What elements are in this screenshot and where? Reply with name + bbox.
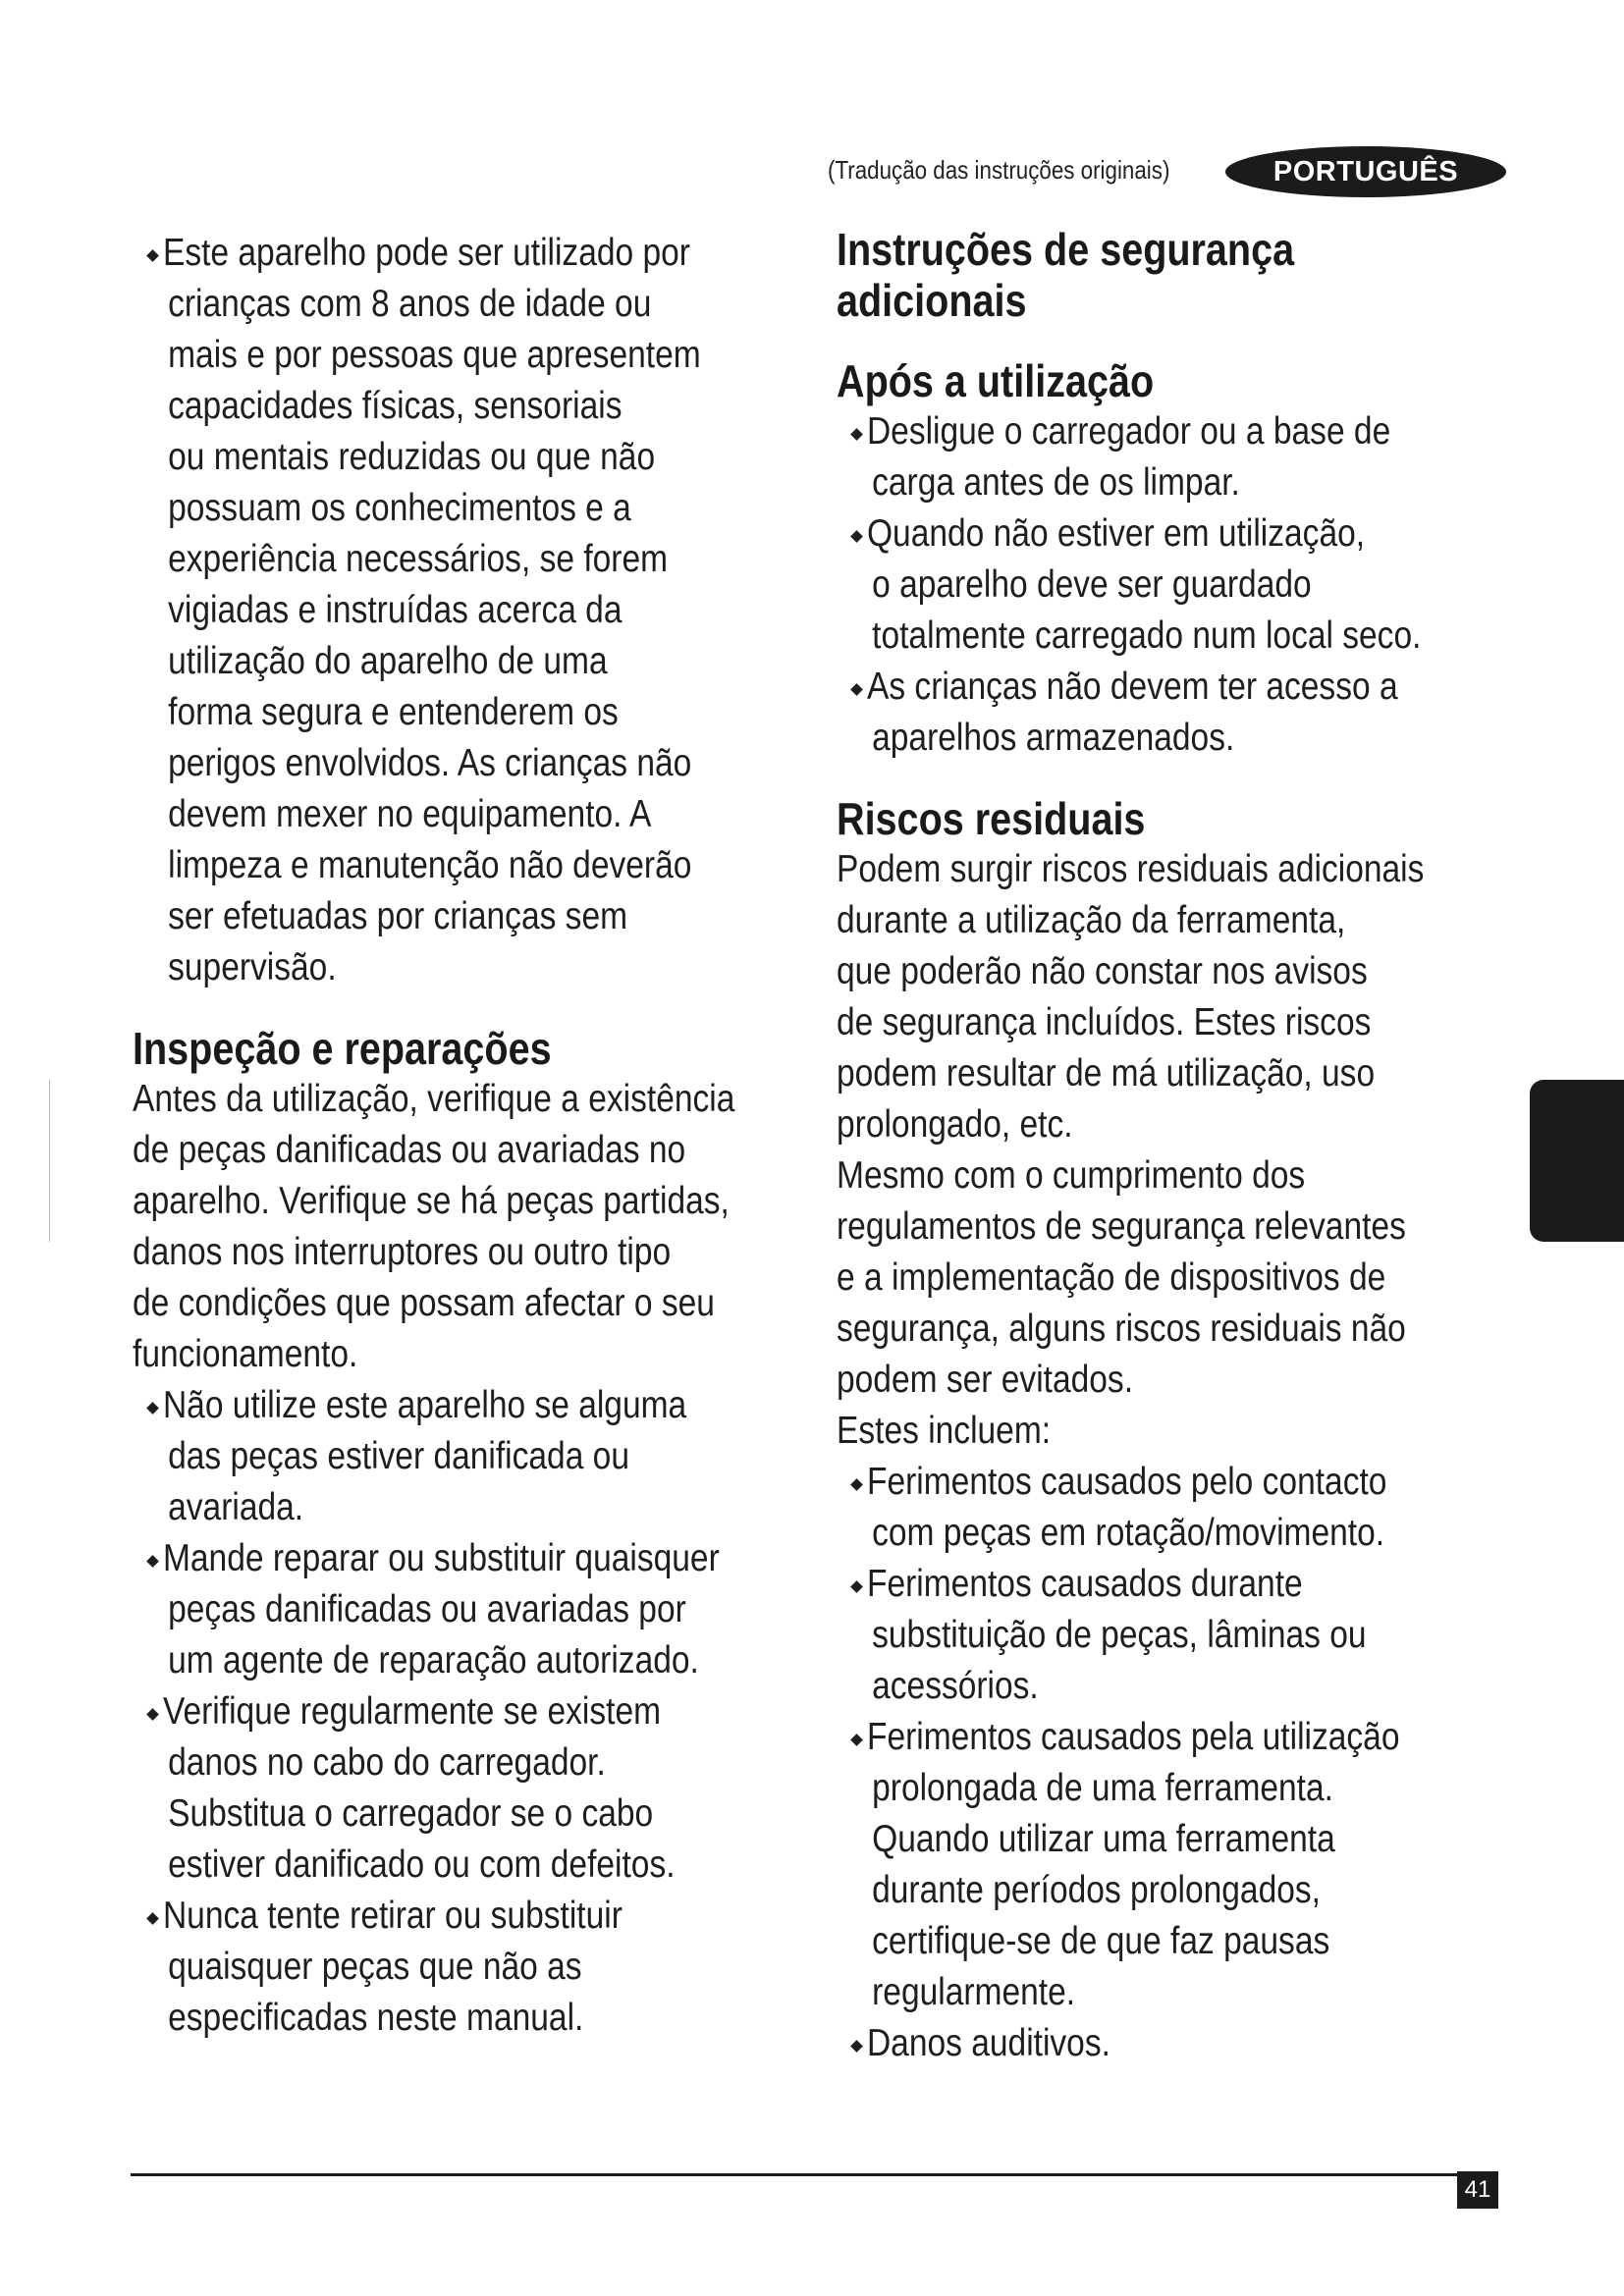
text-line: Ferimentos causados pelo contacto bbox=[866, 1461, 1387, 1503]
text-line: de condições que possam afectar o seu bbox=[133, 1282, 715, 1324]
text-line: Desligue o carregador ou a base de bbox=[866, 410, 1391, 453]
text-line: durante a utilização da ferramenta, bbox=[837, 899, 1346, 941]
text-line: limpeza e manutenção não deverão bbox=[168, 844, 692, 886]
after-use-heading: Após a utilização bbox=[837, 355, 1155, 406]
text-line: Estes incluem: bbox=[837, 1410, 1052, 1452]
text-line: segurança, alguns riscos residuais não bbox=[837, 1308, 1406, 1350]
text-line: durante períodos prolongados, bbox=[872, 1869, 1321, 1911]
list-item bbox=[133, 1380, 820, 1533]
page-title bbox=[837, 224, 1504, 326]
text-line: Substitua o carregador se o cabo bbox=[168, 1792, 654, 1835]
list-item bbox=[837, 406, 1504, 508]
residual-risks-heading: Riscos residuais bbox=[837, 793, 1146, 844]
list-item bbox=[133, 228, 820, 993]
text-line: Quando utilizar uma ferramenta bbox=[872, 1818, 1335, 1860]
text-line: Mande reparar ou substituir quaisquer bbox=[162, 1537, 720, 1579]
text-line: Este aparelho pode ser utilizado por bbox=[162, 232, 690, 274]
text-line: regulamentos de segurança relevantes bbox=[837, 1205, 1406, 1248]
footer-rule bbox=[131, 2173, 1458, 2176]
list-item bbox=[133, 1686, 820, 1891]
section-tab-marker bbox=[1530, 1080, 1624, 1242]
text-line: estiver danificado ou com defeitos. bbox=[168, 1843, 676, 1886]
list-item bbox=[837, 508, 1504, 662]
list-item bbox=[837, 1457, 1504, 1559]
text-line: experiência necessários, se forem bbox=[168, 538, 669, 580]
text-line: forma segura e entenderem os bbox=[168, 691, 619, 733]
list-item bbox=[837, 2018, 1504, 2069]
text-line: ser efetuadas por crianças sem bbox=[168, 895, 628, 937]
text-line: Danos auditivos. bbox=[866, 2022, 1110, 2064]
text-line: que poderão não constar nos avisos bbox=[837, 950, 1368, 992]
text-line: podem ser evitados. bbox=[837, 1359, 1134, 1401]
text-line: crianças com 8 anos de idade ou bbox=[168, 283, 652, 325]
right-column bbox=[837, 224, 1504, 2069]
residual-risks-intro bbox=[837, 1406, 1504, 1457]
text-line: das peças estiver danificada ou bbox=[168, 1435, 629, 1477]
text-line: utilização do aparelho de uma bbox=[168, 640, 608, 682]
text-line: As crianças não devem ter acesso a bbox=[866, 666, 1398, 708]
text-line: prolongado, etc. bbox=[837, 1103, 1073, 1146]
text-line: Nunca tente retirar ou substituir bbox=[162, 1895, 623, 1937]
intro-bullet-list bbox=[133, 228, 820, 993]
text-line: Quando não estiver em utilização, bbox=[866, 512, 1366, 555]
text-line: de peças danificadas ou avariadas no bbox=[133, 1129, 686, 1171]
text-line: devem mexer no equipamento. A bbox=[168, 793, 652, 835]
text-line: com peças em rotação/movimento. bbox=[872, 1512, 1385, 1554]
text-line: Podem surgir riscos residuais adicionais bbox=[837, 848, 1425, 890]
text-line: podem resultar de má utilização, uso bbox=[837, 1052, 1376, 1095]
list-item bbox=[837, 662, 1504, 764]
residual-risks-paragraph bbox=[837, 1150, 1504, 1406]
residual-risks-paragraph bbox=[837, 844, 1504, 1150]
text-line: Mesmo com o cumprimento dos bbox=[837, 1154, 1306, 1197]
text-line: Verifique regularmente se existem bbox=[162, 1690, 662, 1733]
inspection-paragraph bbox=[133, 1074, 820, 1380]
list-item bbox=[133, 1891, 820, 2044]
text-line: carga antes de os limpar. bbox=[872, 461, 1240, 504]
text-line: um agente de reparação autorizado. bbox=[168, 1639, 699, 1682]
language-badge: PORTUGUÊS bbox=[1225, 146, 1506, 197]
text-line: e a implementação de dispositivos de bbox=[837, 1256, 1386, 1299]
text-line: Ferimentos causados pela utilização bbox=[866, 1716, 1400, 1758]
text-line: aparelho. Verifique se há peças partidas, bbox=[133, 1180, 730, 1222]
inspection-bullet-list bbox=[133, 1380, 820, 2044]
text-line: mais e por pessoas que apresentem bbox=[168, 334, 701, 376]
title-line: adicionais bbox=[837, 275, 1027, 326]
text-line: vigiadas e instruídas acerca da bbox=[168, 589, 623, 631]
text-line: Ferimentos causados durante bbox=[866, 1563, 1303, 1605]
text-line: funcionamento. bbox=[133, 1333, 358, 1375]
inspection-heading: Inspeção e reparações bbox=[133, 1023, 552, 1074]
text-line: supervisão. bbox=[168, 946, 337, 988]
text-line: ou mentais reduzidas ou que não bbox=[168, 436, 656, 478]
list-item bbox=[837, 1712, 1504, 2018]
text-line: quaisquer peças que não as bbox=[168, 1946, 582, 1988]
text-line: de segurança incluídos. Estes riscos bbox=[837, 1001, 1372, 1043]
text-line: capacidades físicas, sensoriais bbox=[168, 385, 623, 427]
text-line: o aparelho deve ser guardado bbox=[872, 563, 1312, 606]
margin-mark bbox=[49, 1080, 50, 1242]
text-line: Antes da utilização, verifique a existência bbox=[133, 1078, 735, 1120]
title-line: Instruções de segurança bbox=[837, 224, 1295, 275]
text-line: prolongada de uma ferramenta. bbox=[872, 1767, 1333, 1809]
after-use-bullet-list bbox=[837, 406, 1504, 764]
text-line: peças danificadas ou avariadas por bbox=[168, 1588, 686, 1630]
text-line: totalmente carregado num local seco. bbox=[872, 614, 1422, 657]
text-line: regularmente. bbox=[872, 1971, 1076, 2013]
translation-note: (Tradução das instruções originais) bbox=[828, 155, 1170, 185]
page-number: 41 bbox=[1457, 2171, 1498, 2209]
residual-risks-bullet-list bbox=[837, 1457, 1504, 2069]
text-line: danos nos interruptores ou outro tipo bbox=[133, 1231, 672, 1273]
list-item bbox=[837, 1559, 1504, 1712]
text-line: avariada. bbox=[168, 1486, 304, 1528]
left-column bbox=[133, 228, 820, 2044]
text-line: possuam os conhecimentos e a bbox=[168, 487, 631, 529]
text-line: aparelhos armazenados. bbox=[872, 717, 1235, 759]
text-line: perigos envolvidos. As crianças não bbox=[168, 742, 692, 784]
text-line: Não utilize este aparelho se alguma bbox=[162, 1384, 687, 1426]
text-line: certifique-se de que faz pausas bbox=[872, 1920, 1330, 1962]
text-line: acessórios. bbox=[872, 1665, 1039, 1707]
list-item bbox=[133, 1533, 820, 1686]
text-line: substituição de peças, lâminas ou bbox=[872, 1614, 1367, 1656]
text-line: danos no cabo do carregador. bbox=[168, 1741, 606, 1784]
text-line: especificadas neste manual. bbox=[168, 1997, 584, 2039]
